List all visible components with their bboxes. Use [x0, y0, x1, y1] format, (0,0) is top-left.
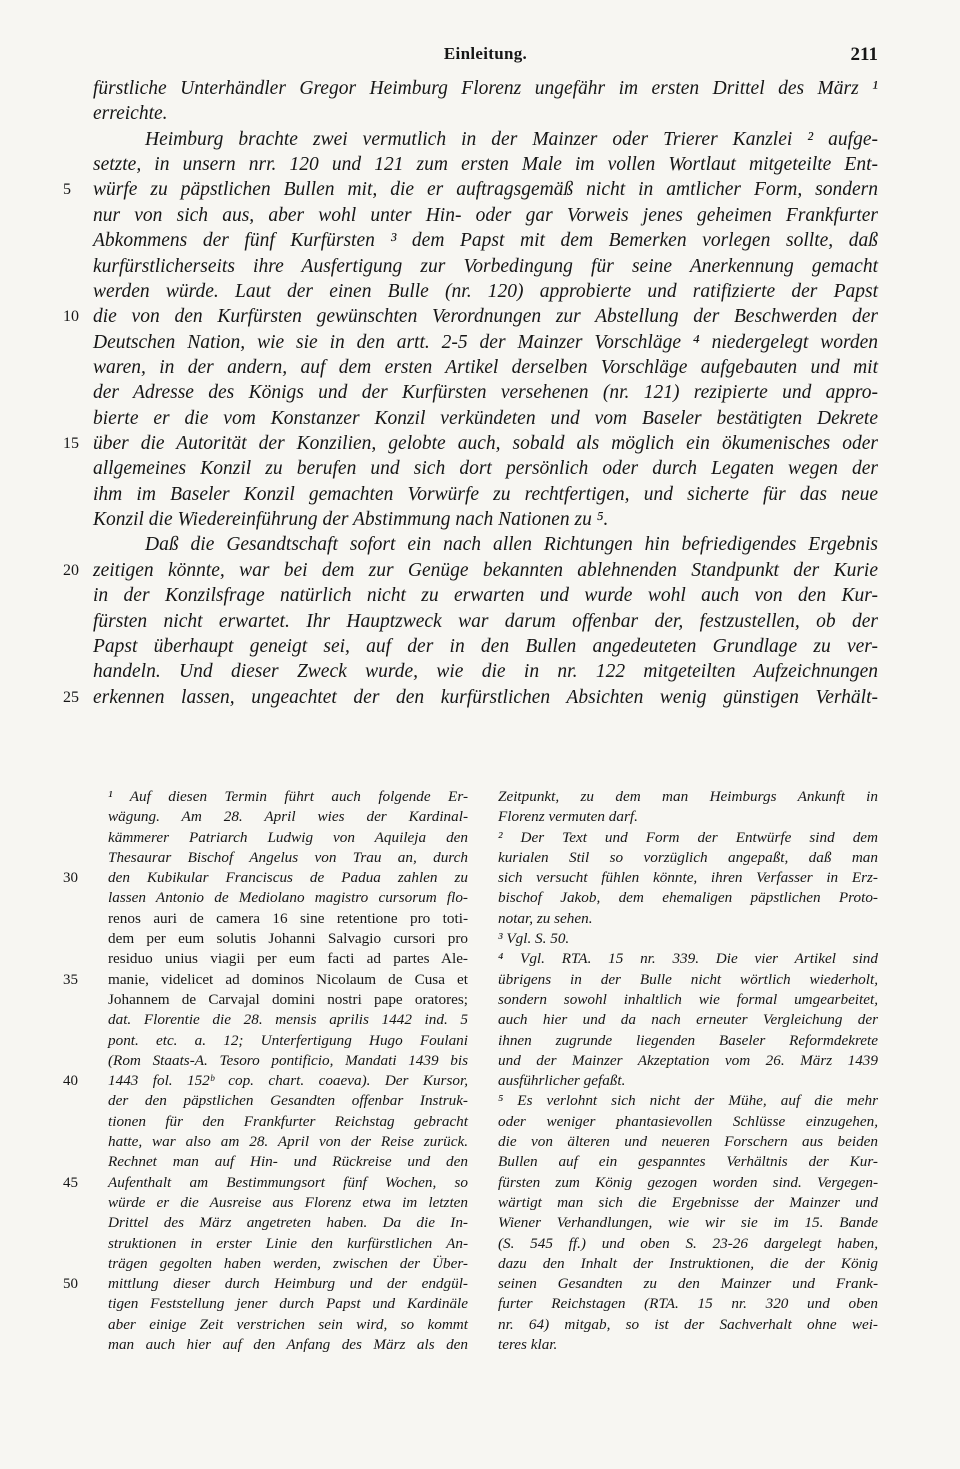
footnote-right-line: [498, 1274, 878, 1294]
footnote-right-line-text: Florenz vermuten darf.: [498, 808, 638, 826]
footnote-left-line-text: lassen Antonio de Mediolano magistro cursorum flo-: [108, 889, 468, 907]
body-text-line: [93, 659, 878, 684]
footnote-left-line: [108, 1051, 468, 1071]
body-text-line-text: ihm im Baseler Konzil gemachten Vorwürfe zu rechtfertigen, und sicherte für das neue: [93, 483, 878, 505]
footnote-right-line: [498, 1234, 878, 1254]
footnote-right-line: [498, 990, 878, 1010]
footnote-left-line-text: struktionen in erster Linie den kurfürstlichen An-: [108, 1234, 468, 1252]
footnote-right-line: [498, 1051, 878, 1071]
footnote-right-line: [498, 1173, 878, 1193]
footnote-right-line-text: die von älteren und neueren Forschern aus beiden: [498, 1133, 878, 1151]
footnote-right-line: [498, 1031, 878, 1051]
footnote-left-line: [63, 1071, 468, 1091]
footnote-left-line: [108, 1010, 468, 1030]
body-text-line-text: Deutschen Nation, wie sie in den artt. 2-5 der Mainzer Vorschläge ⁴ niedergelegt worden: [93, 331, 878, 353]
body-text-line: [93, 76, 878, 101]
footnote-right-line-text: Bullen auf ein gespanntes Verhältnis der Kur-: [498, 1153, 878, 1171]
footnote-right-line-text: wärtigt man sich die Ergebnisse der Mainzer und: [498, 1193, 878, 1211]
body-text-line-text: der Adresse des Königs und der Kurfürsten versehenen (nr. 121) rezipierte und appro-: [93, 382, 878, 404]
footnote-left-line: [63, 868, 468, 888]
footnote-left-line-text: den Kubikular Franciscus de Padua zahlen zu: [108, 869, 468, 887]
footnote-left-line-text: 1443 fol. 152ᵇ cop. chart. coaeva). Der Kursor,: [108, 1072, 468, 1090]
footnote-left-line-text: Aufenthalt am Bestimmungsort fünf Wochen, so: [108, 1173, 468, 1191]
footnote-right-line: [498, 1091, 878, 1111]
line-number: 5: [63, 181, 71, 199]
body-text-line-text: nur von sich aus, aber wohl unter Hin- oder gar Vorweis jenes geheimen Frankfurter: [93, 204, 878, 226]
body-text-line: [93, 634, 878, 659]
footnote-right-line: [498, 807, 878, 827]
footnote-right-line: [498, 929, 878, 949]
footnote-right-line-text: (S. 545 ff.) und oben S. 23-26 dargelegt haben,: [498, 1234, 878, 1252]
footnote-left-line-text: Drittel des März angetreten haben. Da die In-: [108, 1214, 468, 1232]
body-text-line: [93, 532, 878, 557]
body-text-line: [93, 254, 878, 279]
body-text-line-text: bierte er die vom Konstanzer Konzil verkündeten und vom Baseler bestätigten Dekrete: [93, 407, 878, 429]
footnote-left-line-text: residuo unius viagii per eum facti ad partes Ale-: [108, 950, 468, 968]
body-text-line-text: Daß die Gesandtschaft sofort ein nach allen Richtungen hin befriedigendes Ergebnis: [145, 534, 878, 556]
footnote-right-line: [498, 1152, 878, 1172]
footnote-right-line-text: ³ Vgl. S. 50.: [498, 930, 570, 948]
body-text-line-text: die von den Kurfürsten gewünschten Verordnungen zur Abstellung der Beschwerden der: [93, 306, 878, 328]
footnote-left-line: [108, 1294, 468, 1314]
footnote-left-line-text: man auch hier auf den Anfang des März als den: [108, 1336, 468, 1354]
footnote-left-line-text: aber einige Zeit verstrichen sein wird, so kommt: [108, 1315, 468, 1333]
footnote-right-line-text: ⁴ Vgl. RTA. 15 nr. 339. Die vier Artikel sind: [498, 950, 878, 968]
footnote-right-line: [498, 1193, 878, 1213]
footnote-left-line: [108, 1132, 468, 1152]
footnote-right-line: [498, 787, 878, 807]
footnote-right-line-text: ihnen zugrunde liegenden Baseler Reformdekrete: [498, 1031, 878, 1049]
footnote-right-line-text: übrigens in der Bulle nicht wörtlich wiederholt,: [498, 970, 878, 988]
footnote-left-line: [63, 1274, 468, 1294]
body-text-line-text: werden würde. Laut der einen Bulle (nr. 120) approbierte und ratifizierte der Papst: [93, 280, 878, 302]
line-number: 50: [63, 1276, 78, 1293]
footnote-right-line-text: notar, zu sehen.: [498, 909, 593, 927]
body-text-line: [93, 330, 878, 355]
footnote-right-line: [498, 1335, 878, 1355]
footnote-right-line: [498, 868, 878, 888]
body-text-line: [93, 406, 878, 431]
footnote-left-line: [108, 1031, 468, 1051]
footnote-left-line-text: kämmerer Patriarch Ludwig von Aquileja den: [108, 828, 468, 846]
footnote-right-line: [498, 888, 878, 908]
footnote-left-line: [108, 1234, 468, 1254]
body-text-line: [63, 558, 878, 583]
footnote-left-line: [108, 828, 468, 848]
footnote-right-line: [498, 970, 878, 990]
body-text-line: [93, 355, 878, 380]
body-text-line: [93, 127, 878, 152]
footnote-left-line-text: trägen gegolten haben werden, zwischen der Über-: [108, 1254, 468, 1272]
body-text-line-text: Heimburg brachte zwei vermutlich in der Mainzer oder Trierer Kanzlei ² aufge-: [145, 128, 878, 150]
body-text-line: [93, 583, 878, 608]
footnote-left-line: [108, 888, 468, 908]
body-text-line-text: fürstliche Unterhändler Gregor Heimburg Florenz ungefähr im ersten Drittel des März ¹: [93, 78, 878, 99]
footnote-left-line: [108, 909, 468, 929]
footnote-right-line-text: auch hier und da nach erneuter Vergleichung der: [498, 1011, 878, 1029]
footnote-left-line: [108, 1213, 468, 1233]
footnote-left-line: [108, 990, 468, 1010]
footnote-right-line-text: bischof Jakob, dem ehemaligen päpstlichen Proto-: [498, 889, 878, 907]
footnote-left-line: [108, 929, 468, 949]
footnote-right-line: [498, 1213, 878, 1233]
footnote-right-line-text: ausführlicher gefaßt.: [498, 1072, 626, 1090]
footnote-left-line: [108, 1091, 468, 1111]
footnotes-right-column: [498, 787, 878, 1355]
body-text-line: [93, 279, 878, 304]
footnote-right-line: [498, 909, 878, 929]
body-text-line: [93, 203, 878, 228]
body-text-line-text: Abkommens der fünf Kurfürsten ³ dem Papst mit dem Bemerken vorlegen sollte, daß: [93, 230, 878, 252]
footnote-left-line-text: hatte, war also am 28. April von der Reise zurück.: [108, 1133, 468, 1151]
footnotes-left-column: [63, 787, 468, 1355]
body-text-line-text: waren, in der andern, auf dem ersten Artikel derselben Vorschläge aufgebauten und mit: [93, 356, 878, 378]
footnote-left-line: [108, 1335, 468, 1355]
footnote-left-line-text: dem per eum solutis Johanni Salvagio cursori pro: [108, 930, 468, 948]
body-text-line: [93, 507, 878, 532]
footnote-left-line: [108, 787, 468, 807]
footnote-right-line-text: Wiener Verhandlungen, wie wir sie im 15. Bande: [498, 1214, 878, 1232]
footnote-left-line-text: der den päpstlichen Gesandten offenbar Instruk-: [108, 1092, 468, 1110]
footnote-left-line-text: tionen für den Frankfurter Reichstag gebracht: [108, 1112, 468, 1130]
footnote-left-line: [108, 1254, 468, 1274]
footnote-right-line: [498, 1254, 878, 1274]
line-number: 40: [63, 1073, 78, 1090]
body-text-line: [93, 101, 878, 126]
footnote-left-line-text: manie, videlicet ad dominos Nicolaum de Cusa et: [108, 970, 468, 988]
footnote-right-line: [498, 1071, 878, 1091]
footnote-right-line-text: nr. 64) mitgab, so ist der Sachverhalt ohne wei-: [498, 1315, 878, 1333]
body-text-line: [93, 228, 878, 253]
footnote-right-line-text: fürsten zum König gezogen worden sind. Vergegen-: [498, 1173, 878, 1191]
footnote-left-line-text: mittlung dieser durch Heimburg und der endgül-: [108, 1275, 468, 1293]
body-text-line: [63, 685, 878, 710]
line-number: 30: [63, 870, 78, 887]
body-text-line: [63, 177, 878, 202]
footnote-left-line-text: pont. etc. a. 12; Unterfertigung Hugo Foulani: [108, 1031, 468, 1049]
footnote-right-line-text: ² Der Text und Form der Entwürfe sind dem: [498, 828, 878, 846]
page-number: 211: [850, 44, 878, 65]
body-text-line-text: erkennen lassen, ungeachtet der den kurfürstlichen Absichten wenig günstigen Verhält-: [93, 686, 878, 708]
footnote-left-line: [63, 1173, 468, 1193]
footnote-right-line-text: oder weniger phantasievollen Schlüsse einzugehen,: [498, 1112, 878, 1130]
footnote-left-line-text: dat. Florentie die 28. mensis aprilis 1442 ind. 5: [108, 1011, 468, 1029]
footnote-left-line: [108, 949, 468, 969]
footnote-right-line: [498, 1112, 878, 1132]
body-text-line: [93, 482, 878, 507]
footnote-right-line: [498, 828, 878, 848]
body-text-line-text: würfe zu päpstlichen Bullen mit, die er auftragsgemäß nicht in amtlicher Form, sondern: [93, 179, 878, 201]
body-text-line-text: Konzil die Wiedereinführung der Abstimmung nach Nationen zu ⁵.: [93, 509, 609, 531]
body-text-line-text: über die Autorität der Konzilien, gelobte auch, sobald als möglich ein ökumenisches oder: [93, 433, 878, 455]
footnote-left-line-text: tigen Feststellung jener durch Papst und Kardinäle: [108, 1295, 468, 1313]
body-text-line-text: zeitigen könnte, war bei dem zur Genüge bekannten ablehnenden Standpunkt der Kurie: [93, 559, 878, 581]
footnote-right-line-text: kurialen Stil so vorzüglich angepaßt, daß man: [498, 848, 878, 866]
footnote-right-line: [498, 848, 878, 868]
footnote-right-line-text: teres klar.: [498, 1336, 558, 1354]
body-text-line: [63, 431, 878, 456]
running-head: [93, 44, 878, 70]
body-text-line-text: erreichte.: [93, 103, 168, 125]
footnote-left-line-text: renos auri de camera 16 sine retentione pro toti-: [108, 909, 468, 927]
footnote-right-line: [498, 1315, 878, 1335]
line-number: 25: [63, 688, 79, 706]
footnote-right-line-text: und der Mainzer Akzeptation vom 26. März 1439: [498, 1051, 878, 1069]
body-text-line: [93, 152, 878, 177]
line-number: 45: [63, 1174, 78, 1191]
footnote-right-line: [498, 1294, 878, 1314]
line-number: 20: [63, 561, 79, 579]
footnote-right-line-text: Zeitpunkt, zu dem man Heimburgs Ankunft in: [498, 788, 878, 805]
body-text-line-text: handeln. Und dieser Zweck wurde, wie die in nr. 122 mitgeteilten Aufzeichnungen: [93, 661, 878, 683]
footnote-left-line: [108, 1193, 468, 1213]
footnote-left-line: [108, 1112, 468, 1132]
body-text-line-text: kurfürstlicherseits ihre Ausfertigung zur Vorbedingung für seine Anerkennung gemacht: [93, 255, 878, 277]
body-text-line-text: setzte, in unsern nrr. 120 und 121 zum ersten Male im vollen Wortlaut mitgeteilte Ent-: [93, 154, 878, 176]
footnote-right-line: [498, 949, 878, 969]
main-text-block: [63, 76, 878, 710]
running-title: Einleitung.: [443, 44, 528, 63]
footnote-right-line-text: seinen Gesandten zu den Mainzer und Frank-: [498, 1275, 878, 1293]
footnote-right-line-text: ⁵ Es verlohnt sich nicht der Mühe, auf die mehr: [498, 1092, 878, 1110]
footnote-left-line: [108, 807, 468, 827]
body-text-line: [93, 456, 878, 481]
footnote-right-line-text: dazu den Inhalt der Instruktionen, die der König: [498, 1254, 878, 1272]
footnote-left-line-text: Thesaurar Bischof Angelus von Trau an, durch: [108, 848, 468, 866]
footnote-left-line-text: Rechnet man auf Hin- und Rückreise und den: [108, 1153, 468, 1171]
footnote-left-line-text: würde er die Ausreise aus Florenz etwa im letzten: [108, 1193, 468, 1211]
body-text-line: [63, 304, 878, 329]
body-text-line: [93, 380, 878, 405]
footnote-left-line-text: ¹ Auf diesen Termin führt auch folgende Er-: [108, 788, 468, 805]
footnote-left-line-text: Johannem de Carvajal domini nostri pape oratores;: [108, 990, 468, 1008]
body-text-line-text: allgemeines Konzil zu berufen und sich dort persönlich oder durch Legaten wegen der: [93, 458, 878, 480]
footnote-left-line: [108, 848, 468, 868]
line-number: 10: [63, 308, 79, 326]
body-text-line-text: in der Konzilsfrage natürlich nicht zu erwarten und wurde wohl auch von den Kur-: [93, 585, 878, 607]
footnote-left-line: [108, 1152, 468, 1172]
footnote-right-line: [498, 1132, 878, 1152]
footnote-right-line-text: sich versucht fühlen könnte, ihren Verfasser in Erz-: [498, 869, 878, 887]
footnote-right-line: [498, 1010, 878, 1030]
footnote-left-line: [108, 1315, 468, 1335]
body-text-line: [93, 609, 878, 634]
footnote-left-line-text: (Rom Staats-A. Tesoro pontificio, Mandati 1439 bis: [108, 1051, 468, 1069]
body-text-line-text: fürsten nicht erwartet. Ihr Hauptzweck war darum offenbar der, festzustellen, ob der: [93, 610, 878, 632]
line-number: 35: [63, 971, 78, 988]
body-text-line-text: Papst überhaupt geneigt sei, auf der in den Bullen angedeuteten Grundlage zu ver-: [93, 635, 878, 657]
line-number: 15: [63, 435, 79, 453]
footnote-right-line-text: sondern sowohl inhaltlich wie formal umgearbeitet,: [498, 990, 878, 1008]
footnote-right-line-text: furter Reichstagen (RTA. 15 nr. 320 und oben: [498, 1295, 878, 1313]
footnote-left-line: [63, 970, 468, 990]
footnote-left-line-text: wägung. Am 28. April wies der Kardinal-: [108, 808, 468, 826]
